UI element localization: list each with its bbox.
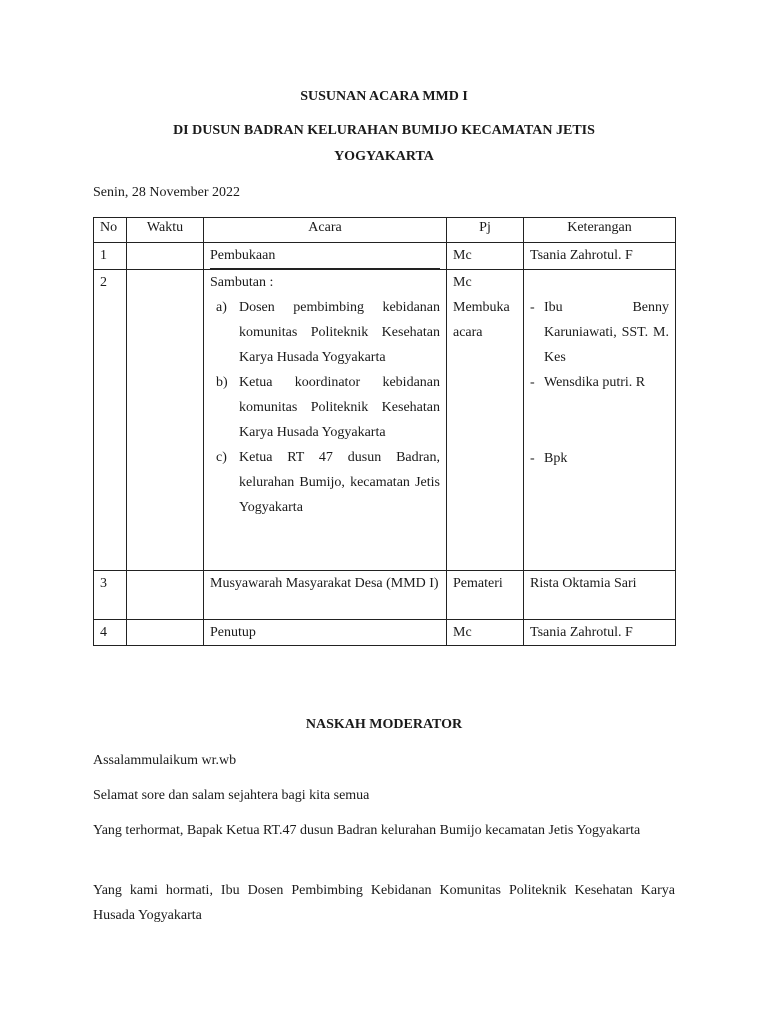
list-item xyxy=(210,370,440,445)
document-title: SUSUNAN ACARA MMD I xyxy=(300,89,468,104)
list-marker: a) xyxy=(216,300,227,315)
dash-marker: - xyxy=(530,451,535,466)
header-keterangan: Keterangan xyxy=(524,218,676,243)
cell-keterangan: Rista Oktamia Sari xyxy=(524,571,676,620)
cell-no: 2 xyxy=(94,270,127,571)
list-item-text: Dosen pembimbing kebidanan komunitas Politeknik Kesehatan Karya Husada Yogyakarta xyxy=(239,300,440,365)
table-row xyxy=(94,243,676,270)
event-date: Senin, 28 November 2022 xyxy=(93,185,240,200)
list-item-text: Ibu Benny Karuniawati, SST. M. Kes xyxy=(544,300,669,365)
list-item xyxy=(210,295,440,370)
spacer xyxy=(530,395,669,446)
list-item xyxy=(530,446,669,471)
cell-no: 4 xyxy=(94,620,127,646)
cell-acara: Penutup xyxy=(204,620,447,646)
cell-pj: Mc xyxy=(447,243,524,270)
cell-pj: Mc xyxy=(447,620,524,646)
list-item xyxy=(210,445,440,520)
cell-keterangan xyxy=(524,270,676,571)
cell-no: 3 xyxy=(94,571,127,620)
header-no: No xyxy=(94,218,127,243)
cell-acara xyxy=(204,270,447,571)
cell-waktu xyxy=(127,270,204,571)
table-row xyxy=(94,620,676,646)
list-item-text: Bpk xyxy=(544,451,568,466)
cell-acara xyxy=(204,243,447,270)
table-header-row xyxy=(94,218,676,243)
keterangan-list xyxy=(530,295,669,471)
paragraph: Assalammulaikum wr.wb xyxy=(93,753,237,768)
cell-acara: Musyawarah Masyarakat Desa (MMD I) xyxy=(204,571,447,620)
list-item xyxy=(530,370,669,395)
pj-line: Mc xyxy=(453,275,472,290)
paragraph: Yang kami hormati, Ibu Dosen Pembimbing Kebidanan Komunitas Politeknik Kesehatan Karya Husada Yogyakarta xyxy=(93,883,675,923)
dash-marker: - xyxy=(530,300,535,315)
cell-keterangan: Tsania Zahrotul. F xyxy=(524,243,676,270)
document-subtitle-line2: YOGYAKARTA xyxy=(334,149,434,164)
header-waktu: Waktu xyxy=(127,218,204,243)
list-item-text: Wensdika putri. R xyxy=(544,375,646,390)
acara-text: Sambutan : xyxy=(210,275,274,290)
cell-no: 1 xyxy=(94,243,127,270)
naskah-heading: NASKAH MODERATOR xyxy=(305,717,463,732)
list-marker: b) xyxy=(216,375,228,390)
schedule-table xyxy=(93,217,676,646)
table-row xyxy=(94,270,676,571)
paragraph: Yang terhormat, Bapak Ketua RT.47 dusun Badran kelurahan Bumijo kecamatan Jetis Yogyakarta xyxy=(93,823,641,838)
cell-pj: Pemateri xyxy=(447,571,524,620)
cell-waktu xyxy=(127,243,204,270)
sambutan-list xyxy=(210,295,440,520)
cell-waktu xyxy=(127,571,204,620)
header-pj: Pj xyxy=(447,218,524,243)
list-marker: c) xyxy=(216,450,227,465)
header-acara: Acara xyxy=(204,218,447,243)
cell-pj xyxy=(447,270,524,571)
list-item-text: Ketua koordinator kebidanan komunitas Politeknik Kesehatan Karya Husada Yogyakarta xyxy=(239,375,440,440)
list-item xyxy=(530,295,669,370)
document-subtitle-line1: DI DUSUN BADRAN KELURAHAN BUMIJO KECAMATAN JETIS xyxy=(173,123,595,138)
list-item-text: Ketua RT 47 dusun Badran, kelurahan Bumijo, kecamatan Jetis Yogyakarta xyxy=(239,450,440,515)
paragraph: Selamat sore dan salam sejahtera bagi kita semua xyxy=(93,788,370,803)
table-row xyxy=(94,571,676,620)
pj-line: acara xyxy=(453,325,483,340)
cell-waktu xyxy=(127,620,204,646)
acara-text: Pembukaan xyxy=(210,243,440,269)
dash-marker: - xyxy=(530,375,535,390)
pj-line: Membuka xyxy=(453,300,510,315)
cell-keterangan: Tsania Zahrotul. F xyxy=(524,620,676,646)
